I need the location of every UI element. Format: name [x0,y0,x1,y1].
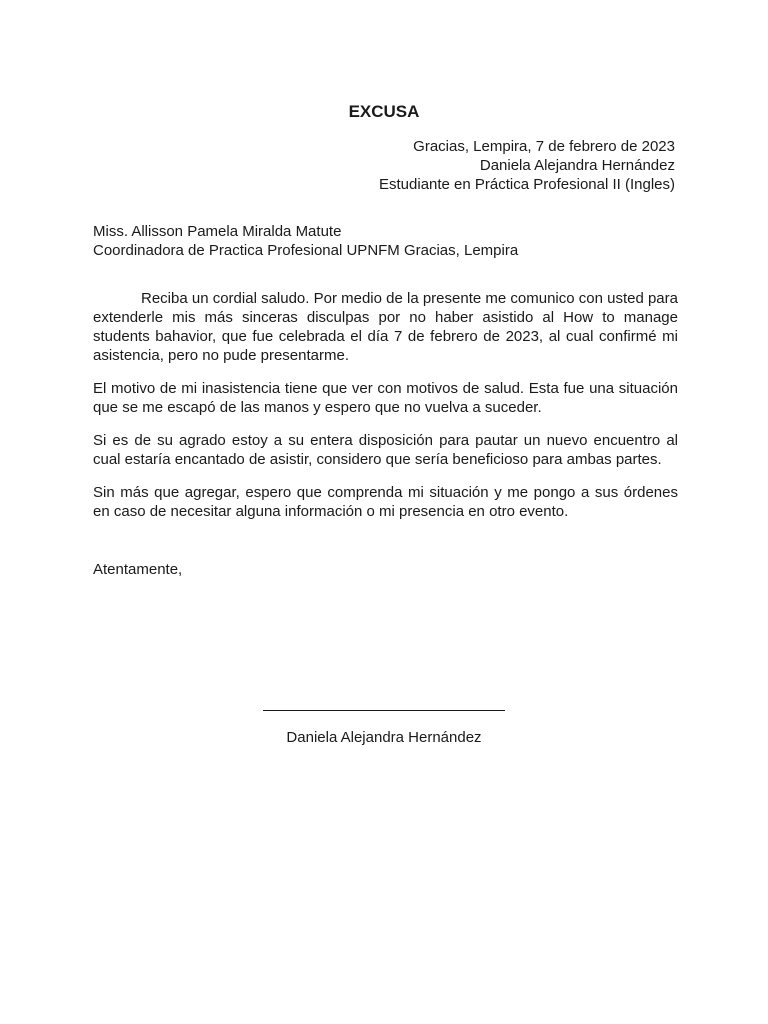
signature-line [263,710,505,711]
letter-body [93,289,678,535]
signature-name: Daniela Alejandra Hernández [286,729,482,746]
sender-role: Estudiante en Práctica Profesional II (Ingles) [379,176,675,193]
sender-header [175,137,675,194]
paragraph-greeting: Reciba un cordial saludo. Por medio de la presente me comunico con usted para extenderle mis más sinceras disculpas por no haber asistido al How to manage students bahavior, que fue celebrada el día 7 de febrero de 2023, al cual confirmé mi asistencia, pero no pude presentarme. [93,290,678,364]
recipient-block [93,222,683,260]
closing-salutation: Atentamente, [93,561,183,578]
recipient-name: Miss. Allisson Pamela Miralda Matute [93,223,342,240]
paragraph-reason: El motivo de mi inasistencia tiene que ver con motivos de salud. Esta fue una situación que se me escapó de las manos y espero que no vuelva a suceder. [93,380,678,416]
paragraph-availability: Si es de su agrado estoy a su entera disposición para pautar un nuevo encuentro al cual estaría encantado de asistir, considero que sería beneficioso para ambas partes. [93,432,678,468]
document-title: EXCUSA [348,102,420,121]
paragraph-farewell: Sin más que agregar, espero que comprenda mi situación y me pongo a sus órdenes en caso de necesitar alguna información o mi presencia en otro evento. [93,484,678,520]
sender-name: Daniela Alejandra Hernández [479,157,675,174]
recipient-role: Coordinadora de Practica Profesional UPNFM Gracias, Lempira [93,242,519,259]
place-date: Gracias, Lempira, 7 de febrero de 2023 [413,138,675,155]
